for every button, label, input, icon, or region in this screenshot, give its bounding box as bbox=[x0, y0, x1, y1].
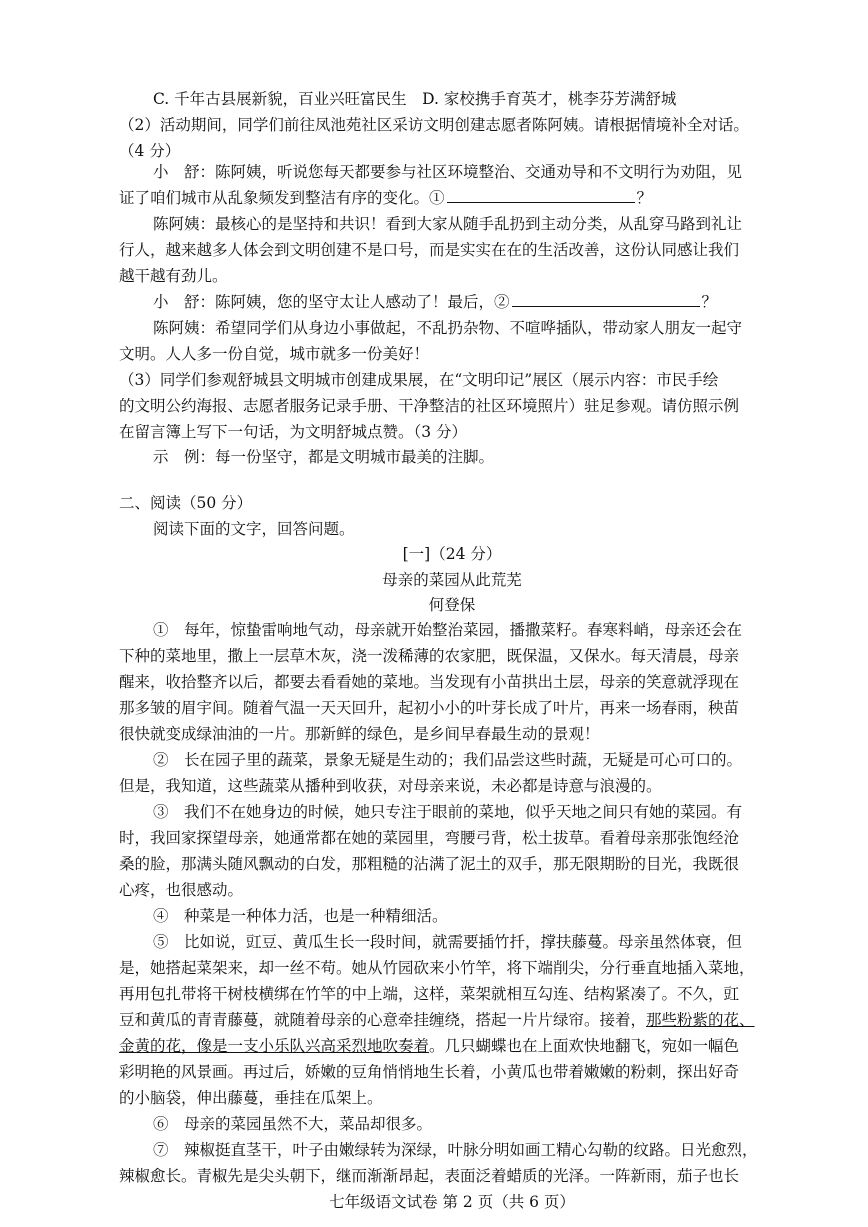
paragraph-2: ② 长在园子里的蔬菜，景象无疑是生动的；我们品尝这些时蔬，无疑是可心可口的。 bbox=[153, 751, 743, 769]
paragraph-5-line: 的小脑袋，伸出藤蔓，垂挂在瓜架上。 bbox=[119, 1089, 383, 1107]
paragraph-4: ④ 种菜是一种体力活，也是一种精细活。 bbox=[153, 907, 448, 925]
reading-instruction: 阅读下面的文字，回答问题。 bbox=[153, 520, 355, 538]
text: 豆和黄瓜的青青藤蔓，就随着母亲的心意牵挂缠绕，搭起一片片绿帘。接着， bbox=[119, 1011, 647, 1029]
paragraph-3-line: 桑的脸，那满头随风飘动的白发，那粗糙的沾满了泥土的双手，那无限期盼的目光，我既很 bbox=[119, 855, 740, 873]
underlined-sentence: 金黄的花，像是一支小乐队兴高采烈地吹奏着 bbox=[119, 1037, 430, 1055]
text: 。几只蝴蝶也在上面欢快地翻飞，宛如一幅色 bbox=[429, 1037, 740, 1055]
paragraph-7: ⑦ 辣椒挺直茎干，叶子由嫩绿转为深绿，叶脉分明如画工精心勾勒的纹路。日光愈烈， bbox=[153, 1141, 758, 1159]
question-3-prompt: （3）同学们参观舒城县文明城市创建成果展，在“文明印记”展区（展示内容：市民手绘 bbox=[119, 371, 719, 389]
dialogue-xiaoshu-2 bbox=[153, 289, 785, 315]
dialogue-text: 小 舒：陈阿姨，您的坚守太让人感动了！最后，② bbox=[153, 293, 510, 311]
paragraph-5-line: 彩明艳的风景画。再过后，娇嫩的豆角悄悄地生长着，小黄瓜也带着嫩嫩的粉刺，探出好奇 bbox=[119, 1063, 740, 1081]
dialogue-chen-1: 陈阿姨：最核心的是坚持和共识！看到大家从随手乱扔到主动分类，从乱穿马路到礼让 bbox=[153, 215, 743, 233]
dialogue-chen-1-end: 越干越有劲儿。 bbox=[119, 267, 228, 285]
example-sentence: 示 例：每一份坚守，都是文明城市最美的注脚。 bbox=[153, 448, 495, 466]
part-heading: [一]（24 分） bbox=[402, 545, 502, 563]
question-3-prompt-end: 在留言簿上写下一句话，为文明舒城点赞。（3 分） bbox=[119, 423, 468, 441]
question-2-score: （4 分） bbox=[119, 142, 181, 160]
underlined-sentence: 那些粉紫的花、 bbox=[646, 1011, 755, 1029]
paragraph-5-line: 再用包扎带将干树枝横绑在竹竿的中上端，这样，菜架就相互勾连、结构紧凑了。不久，豇 bbox=[119, 985, 740, 1003]
question-3-prompt-cont: 的文明公约海报、志愿者服务记录手册、干净整洁的社区环境照片）驻足参观。请仿照示例 bbox=[119, 397, 740, 415]
paragraph-2-line: 但是，我知道，这些蔬菜从播种到收获，对母亲来说，未必都是诗意与浪漫的。 bbox=[119, 777, 662, 795]
paragraph-1-line: 那多皱的眉宇间。随着气温一天天回升，起初小小的叶芽长成了叶片，再来一场春雨，秧苗 bbox=[119, 699, 740, 717]
paragraph-5-line: 是，她搭起菜架来，却一丝不苟。她从竹园砍来小竹竿，将下端削尖，分行垂直地插入菜地， bbox=[119, 959, 755, 977]
question-2-prompt: （2）活动期间，同学们前往凤池苑社区采访文明创建志愿者陈阿姨。请根据情境补全对话。 bbox=[119, 116, 749, 134]
paragraph-1: ① 每年，惊蛰雷响地气动，母亲就开始整治菜园，播撒菜籽。春寒料峭，母亲还会在 bbox=[153, 621, 743, 639]
answer-blank-2[interactable] bbox=[512, 290, 700, 307]
dialogue-chen-2: 陈阿姨：希望同学们从身边小事做起，不乱扔杂物、不喧哗插队，带动家人朋友一起守 bbox=[153, 319, 743, 337]
paragraph-1-line: 下种的菜地里，撒上一层草木灰，浇一泼稀薄的农家肥，既保温，又保水。每天清晨，母亲 bbox=[119, 647, 740, 665]
paragraph-5-line bbox=[119, 1007, 785, 1033]
dialogue-chen-1-cont: 行人，越来越多人体会到文明创建不是口号，而是实实在在的生活改善，这份认同感让我们 bbox=[119, 241, 740, 259]
dialogue-chen-2-cont: 文明。人人多一份自觉，城市就多一份美好！ bbox=[119, 345, 430, 363]
page-footer: 七年级语文试卷 第 2 页（共 6 页） bbox=[329, 1193, 575, 1211]
paragraph-3-line: 心疼，也很感动。 bbox=[119, 881, 244, 899]
section-heading: 二、阅读（50 分） bbox=[119, 494, 253, 512]
paragraph-5: ⑤ 比如说，豇豆、黄瓜生长一段时间，就需要插竹扦，撑扶藤蔓。母亲虽然体衰，但 bbox=[153, 933, 743, 951]
passage-author: 何登保 bbox=[428, 596, 476, 614]
paragraph-3-line: 时，我回家探望母亲，她通常都在她的菜园里，弯腰弓背，松土拔草。看着母亲那张饱经沧 bbox=[119, 829, 740, 847]
paragraph-7-line: 辣椒愈长。青椒先是尖头朝下，继而渐渐昂起，表面泛着蜡质的光泽。一阵新雨，茄子也长 bbox=[119, 1167, 740, 1185]
paragraph-5-line bbox=[119, 1033, 785, 1059]
question-mark: ？ bbox=[701, 293, 718, 311]
options-c-d: C. 千年古县展新貌，百业兴旺富民生 D. 家校携手育英才，桃李芬芳满舒城 bbox=[153, 90, 677, 108]
answer-blank-1[interactable] bbox=[447, 186, 635, 203]
paragraph-6: ⑥ 母亲的菜园虽然不大，菜品却很多。 bbox=[153, 1115, 433, 1133]
paragraph-1-line: 醒来，收拾整齐以后，都要去看看她的菜地。当发现有小苗拱出土层，母亲的笑意就浮现在 bbox=[119, 673, 740, 691]
question-mark: ？ bbox=[636, 189, 653, 207]
dialogue-xiaoshu-1-cont bbox=[119, 185, 785, 211]
dialogue-text: 证了咱们城市从乱象频发到整洁有序的变化。① bbox=[119, 189, 445, 207]
dialogue-xiaoshu-1: 小 舒：陈阿姨，听说您每天都要参与社区环境整治、交通劝导和不文明行为劝阻，见 bbox=[153, 163, 743, 181]
paragraph-3: ③ 我们不在她身边的时候，她只专注于眼前的菜地，似乎天地之间只有她的菜园。有 bbox=[153, 803, 743, 821]
passage-title: 母亲的菜园从此荒芜 bbox=[382, 571, 522, 589]
paragraph-1-line: 很快就变成绿油油的一片。那新鲜的绿色，是乡间早春最生动的景观！ bbox=[119, 725, 600, 743]
